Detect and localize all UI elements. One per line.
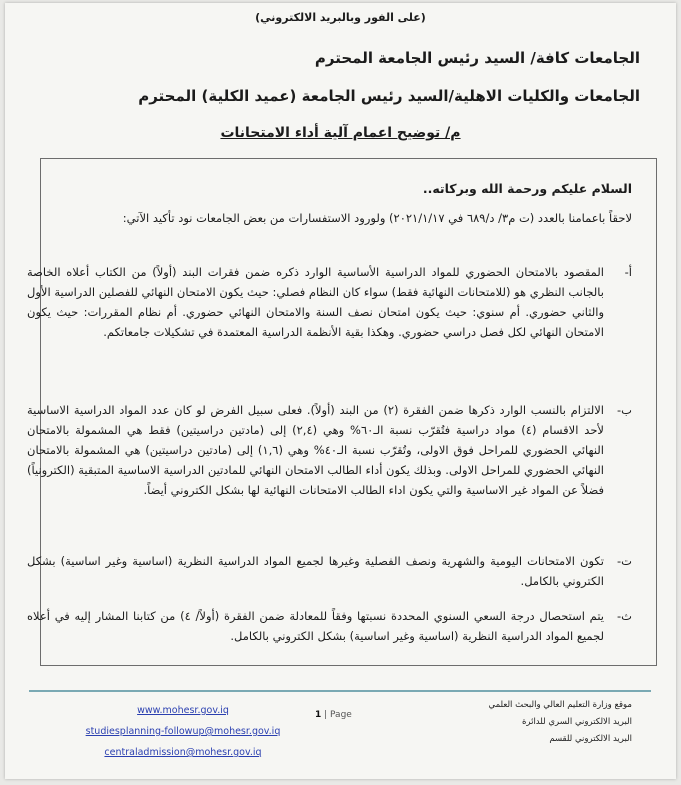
recipient-private-colleges: الجامعات والكليات الاهلية/السيد رئيس الجامعة (عميد الكلية) المحترم: [138, 87, 640, 105]
clause-marker: أ-: [624, 265, 632, 279]
subject-line: [5, 125, 676, 141]
clause-text: تكون الامتحانات اليومية والشهرية ونصف الفصلية وغيرها لجميع المواد الدراسية النظرية (اساسية وغير اساسية) بشكل الكتروني بالكامل.: [27, 554, 604, 588]
website-link[interactable]: www.mohesr.gov.iq: [137, 705, 229, 716]
department-email-label: البريد الالكتروني السري للدائرة: [521, 717, 632, 727]
ministry-site-label: موقع وزارة التعليم العالي والبحث العلمي: [488, 700, 632, 710]
intro-paragraph: لاحقاً باعمامنا بالعدد (ت م٣/ د/٦٨٩ في ٢٠٢١/١/١٧) ولورود الاستفسارات من بعض الجامعات نود تأكيد الآتي:: [122, 211, 632, 225]
delivery-note: (على الفور وبالبريد الالكتروني): [255, 11, 426, 24]
clause-text: المقصود بالامتحان الحضوري للمواد الدراسية الأساسية الوارد ذكره ضمن فقرات البند (أولاً) من الكتاب أعلاه الخاصة بالجانب النظري هو (للامتحانات النهائية فقط) سواء كان النظام فصلي: حيث يكون الامتحان النهائي للفصلين الدراسية الأول والثاني حضوري. أم سنوي: حيث يكون امتحان نصف السنة والامتحان النهائي حضوري. أم نظام المقررات: حيث يكون الامتحان النهائي لكل فصل دراسي حضوري. وهكذا بقية الأنظمة الدراسية المعتمدة في تشكيلات جامعاتكم.: [27, 265, 604, 339]
clause-text: يتم استحصال درجة السعي السنوي المحددة نسبتها وفقاً للمعادلة ضمن الفقرة (أولاً/ ٤) من كتابنا المشار إليه في أعلاه لجميع المواد الدراسية النظرية (اساسية وغير اساسية) بشكل الكتروني بالكامل.: [27, 609, 605, 643]
section-email-label: البريد الالكتروني للقسم: [549, 734, 632, 744]
greeting: السلام عليكم ورحمة الله وبركاته..: [422, 181, 632, 196]
admission-email-link[interactable]: centraladmission@mohesr.gov.iq: [104, 747, 262, 758]
document-page: [5, 3, 676, 779]
page-label: | Page: [324, 710, 352, 720]
clause-marker: ت-: [617, 554, 632, 568]
subject-text: م/ توضيح اعمام آلية أداء الامتحانات: [220, 125, 461, 141]
clause-item: [27, 606, 632, 646]
ministry-contact-labels: [432, 697, 632, 748]
footer-divider: [29, 690, 651, 692]
clause-text: الالتزام بالنسب الوارد ذكرها ضمن الفقرة (٢) من البند (أولاً). فعلى سبيل الفرض لو كان عدد المواد الدراسية الاساسية لأحد الاقسام (٤) مواد دراسية فتُقرّب نسبة الـ٦٠% وهي (٢,٤) إلى (مادتين دراسيتين) فقط هي المشمولة بالامتحان النهائي الحضوري للمراحل فوق الاولى، وتُقرّب نسبة الـ٤٠% وهي (١,٦) إلى (مادتين دراسيتين) هي المشمولة بالامتحان النهائي الحضوري للمراحل الاولى. وبذلك يكون أداء الطالب الامتحان النهائي للمادتين الدراسية الاساسية المتبقية (الكترونياً) فضلاً عن المواد غير الاساسية والتي يكون اداء الطالب الامتحانات النهائية لها بشكل الكتروني أيضاً.: [27, 403, 604, 497]
clause-marker: ث-: [617, 609, 632, 623]
recipient-universities: الجامعات كافة/ السيد رئيس الجامعة المحترم: [314, 49, 640, 67]
clause-item: [27, 551, 632, 591]
followup-email-link[interactable]: studiesplanning-followup@mohesr.gov.iq: [85, 726, 281, 737]
page-number: [315, 710, 352, 720]
footer-links: [53, 700, 313, 763]
clause-item: [27, 262, 632, 342]
clause-marker: ب-: [617, 403, 632, 417]
page-number-value: 1: [315, 710, 322, 720]
clause-item: [27, 400, 632, 500]
